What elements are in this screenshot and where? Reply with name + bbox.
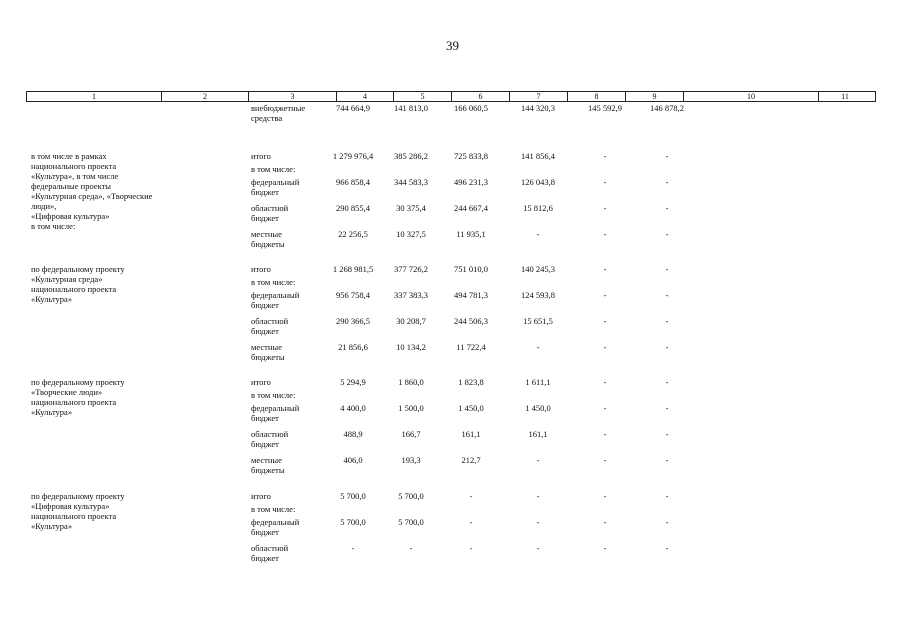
value-cell: - <box>665 316 669 326</box>
header-col-6: 6 <box>452 92 510 101</box>
value-cell: 4 400,0 <box>340 403 366 413</box>
value-cell: 145 592,9 <box>588 103 622 113</box>
row-label: в том числе: <box>251 164 296 174</box>
value-cell: 5 700,0 <box>398 491 424 501</box>
value-cell: 488,9 <box>343 429 363 439</box>
value-cell: 956 758,4 <box>336 290 370 300</box>
value-cell: - <box>603 455 607 465</box>
value-cell: - <box>665 455 669 465</box>
value-cell: - <box>603 377 607 387</box>
value-cell: - <box>603 316 607 326</box>
row-label: в том числе: <box>251 277 296 287</box>
value-cell: 1 823,8 <box>458 377 484 387</box>
value-cell: 126 043,8 <box>521 177 555 187</box>
value-cell: 496 231,3 <box>454 177 488 187</box>
value-cell: - <box>603 403 607 413</box>
value-cell: - <box>536 342 540 352</box>
row-label: местные бюджеты <box>251 229 285 249</box>
row-label: итого <box>251 264 271 274</box>
block-description: по федеральному проекту «Культурная среда» национального проекта «Культура» <box>31 264 125 304</box>
value-cell: - <box>603 229 607 239</box>
value-cell: 11 722,4 <box>456 342 486 352</box>
value-cell: 124 593,8 <box>521 290 555 300</box>
value-cell: 11 935,1 <box>456 229 486 239</box>
row-label: областной бюджет <box>251 316 289 336</box>
value-cell: 146 878,2 <box>650 103 684 113</box>
value-cell: - <box>665 151 669 161</box>
value-cell: - <box>409 543 413 553</box>
row-label: итого <box>251 377 271 387</box>
value-cell: - <box>536 517 540 527</box>
row-label: в том числе: <box>251 504 296 514</box>
value-cell: 166,7 <box>401 429 421 439</box>
value-cell: - <box>665 517 669 527</box>
value-cell: - <box>665 229 669 239</box>
value-cell: 244 506,3 <box>454 316 488 326</box>
value-cell: 10 327,5 <box>396 229 426 239</box>
header-col-3: 3 <box>249 92 337 101</box>
block-description: по федеральному проекту «Творческие люди» национального проекта «Культура» <box>31 377 125 417</box>
value-cell: - <box>469 491 473 501</box>
value-cell: 406,0 <box>343 455 363 465</box>
value-cell: - <box>665 290 669 300</box>
row-label: областной бюджет <box>251 429 289 449</box>
value-cell: 212,7 <box>461 455 481 465</box>
value-cell: 337 383,3 <box>394 290 428 300</box>
value-cell: - <box>603 264 607 274</box>
value-cell: - <box>536 543 540 553</box>
row-label: в том числе: <box>251 390 296 400</box>
value-cell: 140 245,3 <box>521 264 555 274</box>
value-cell: 21 856,6 <box>338 342 368 352</box>
header-col-10: 10 <box>684 92 819 101</box>
row-label: местные бюджеты <box>251 342 285 362</box>
block-description: в том числе в рамках национального проекта «Культура», в том числе федеральные проекты «Культурная среда», «Творческие люди», «Цифровая культура» в том числе: <box>31 151 153 231</box>
value-cell: 161,1 <box>461 429 481 439</box>
value-cell: 1 860,0 <box>398 377 424 387</box>
row-label: итого <box>251 151 271 161</box>
row-label: внебюджетные средства <box>251 103 306 123</box>
header-col-5: 5 <box>394 92 452 101</box>
value-cell: - <box>665 491 669 501</box>
value-cell: - <box>603 543 607 553</box>
value-cell: - <box>536 455 540 465</box>
value-cell: 744 664,9 <box>336 103 370 113</box>
row-label: федеральный бюджет <box>251 290 300 310</box>
value-cell: - <box>469 543 473 553</box>
value-cell: 385 286,2 <box>394 151 428 161</box>
value-cell: - <box>351 543 355 553</box>
row-label: итого <box>251 491 271 501</box>
value-cell: - <box>536 491 540 501</box>
value-cell: - <box>665 403 669 413</box>
value-cell: - <box>665 203 669 213</box>
value-cell: 5 294,9 <box>340 377 366 387</box>
row-label: областной бюджет <box>251 203 289 223</box>
row-label: областной бюджет <box>251 543 289 563</box>
value-cell: - <box>603 290 607 300</box>
value-cell: - <box>603 429 607 439</box>
header-col-11: 11 <box>841 92 849 101</box>
value-cell: 30 208,7 <box>396 316 426 326</box>
value-cell: - <box>665 377 669 387</box>
value-cell: 725 833,8 <box>454 151 488 161</box>
value-cell: - <box>665 429 669 439</box>
value-cell: 5 700,0 <box>340 491 366 501</box>
row-label: федеральный бюджет <box>251 177 300 197</box>
value-cell: - <box>603 342 607 352</box>
value-cell: 751 010,0 <box>454 264 488 274</box>
header-col-2: 2 <box>162 92 249 101</box>
value-cell: 1 279 976,4 <box>332 151 374 161</box>
value-cell: 166 060,5 <box>454 103 488 113</box>
value-cell: - <box>665 177 669 187</box>
value-cell: 144 320,3 <box>521 103 555 113</box>
row-label: федеральный бюджет <box>251 403 300 423</box>
block-description: по федеральному проекту «Цифровая культура» национального проекта «Культура» <box>31 491 125 531</box>
value-cell: 494 781,3 <box>454 290 488 300</box>
value-cell: - <box>603 203 607 213</box>
value-cell: 344 583,3 <box>394 177 428 187</box>
value-cell: 966 858,4 <box>336 177 370 187</box>
value-cell: 1 268 981,5 <box>332 264 374 274</box>
value-cell: 1 450,0 <box>525 403 551 413</box>
row-label: местные бюджеты <box>251 455 285 475</box>
value-cell: 30 375,4 <box>396 203 426 213</box>
value-cell: 193,3 <box>401 455 421 465</box>
header-col-7: 7 <box>510 92 568 101</box>
row-label: федеральный бюджет <box>251 517 300 537</box>
value-cell: 1 611,1 <box>525 377 551 387</box>
value-cell: 5 700,0 <box>340 517 366 527</box>
value-cell: - <box>603 177 607 187</box>
value-cell: 1 450,0 <box>458 403 484 413</box>
value-cell: 10 134,2 <box>396 342 426 352</box>
header-col-4: 4 <box>337 92 394 101</box>
value-cell: - <box>603 491 607 501</box>
value-cell: 290 366,5 <box>336 316 370 326</box>
value-cell: - <box>665 342 669 352</box>
value-cell: 290 855,4 <box>336 203 370 213</box>
value-cell: 5 700,0 <box>398 517 424 527</box>
value-cell: - <box>665 543 669 553</box>
value-cell: - <box>536 229 540 239</box>
value-cell: 141 856,4 <box>521 151 555 161</box>
value-cell: 1 500,0 <box>398 403 424 413</box>
header-col-8: 8 <box>568 92 626 101</box>
value-cell: 377 726,2 <box>394 264 428 274</box>
value-cell: - <box>469 517 473 527</box>
value-cell: 244 667,4 <box>454 203 488 213</box>
table-header-row <box>26 91 876 102</box>
header-col-9: 9 <box>626 92 684 101</box>
value-cell: 15 812,6 <box>523 203 553 213</box>
value-cell: 22 256,5 <box>338 229 368 239</box>
value-cell: - <box>603 517 607 527</box>
value-cell: - <box>665 264 669 274</box>
value-cell: 161,1 <box>528 429 548 439</box>
value-cell: 141 813,0 <box>394 103 428 113</box>
page-number: 39 <box>446 38 459 53</box>
header-col-1: 1 <box>27 92 162 101</box>
value-cell: 15 651,5 <box>523 316 553 326</box>
value-cell: - <box>603 151 607 161</box>
